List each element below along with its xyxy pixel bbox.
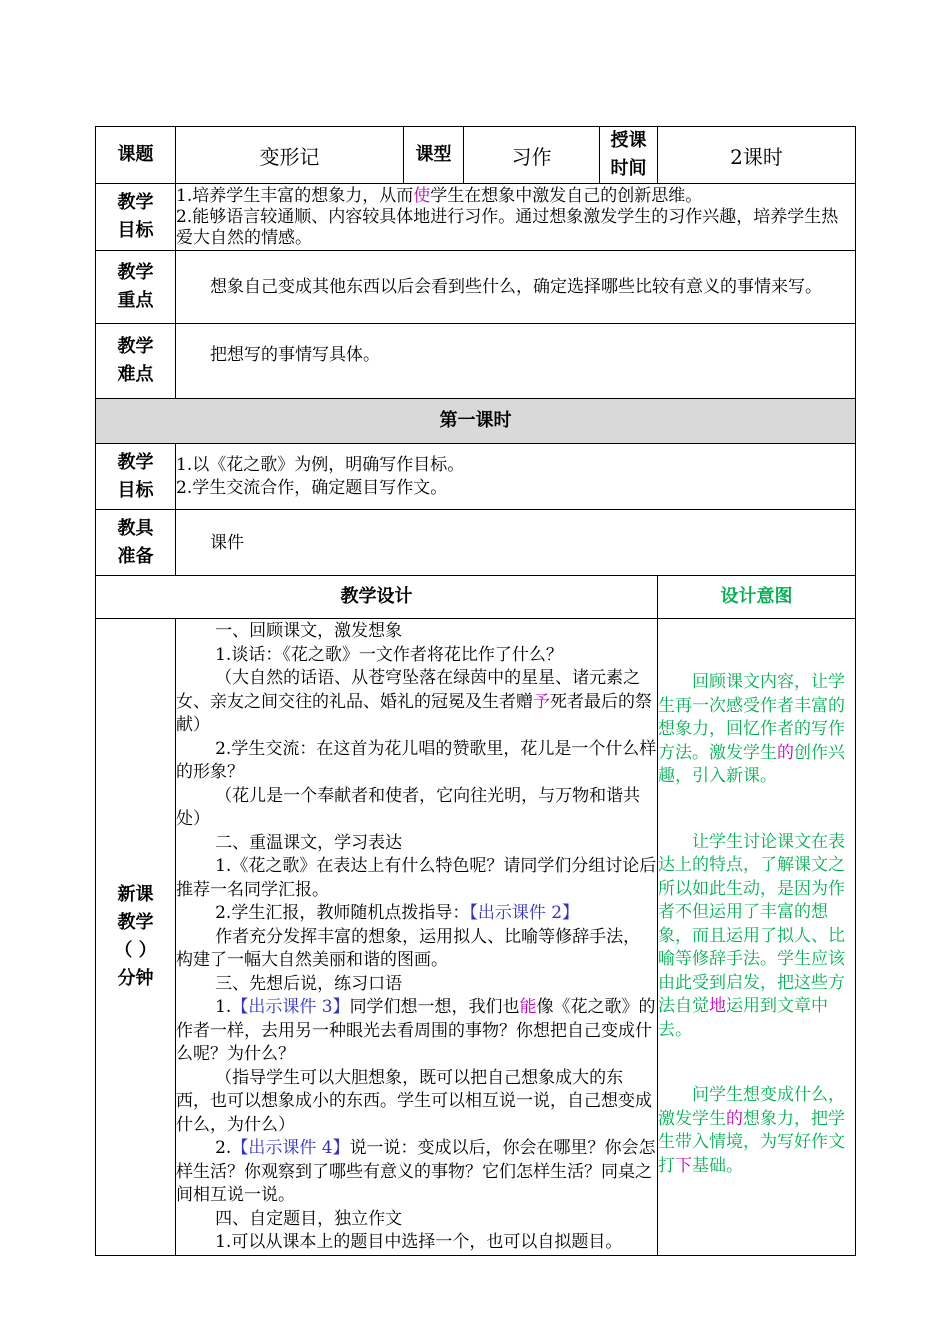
lesson1-goals-text — [176, 444, 856, 510]
goals-label-line2: 目标 — [117, 220, 154, 241]
section-label-line4: 分钟 — [117, 967, 154, 989]
lesson-p13b: 说一说：变成以后，你会在哪里？你会怎样生活？你观察到了哪些有意义的事物？它们怎样生活？同桌之间相互说一说。 — [176, 1138, 656, 1205]
lesson-p08a: 2.学生汇报，教师随机点拨指导： — [215, 903, 470, 923]
goals-label-line1: 教学 — [117, 192, 154, 213]
design-header: 教学设计 — [96, 576, 658, 619]
intent-content — [658, 619, 856, 1256]
intent-3b: 想象力，把学生带入情境，为写好作文打 — [658, 1108, 845, 1176]
header-row — [96, 127, 856, 184]
difficulty-row — [96, 324, 856, 399]
tools-label-line2: 准备 — [117, 545, 154, 567]
lesson-p10: 三、先想后说，练习口语 — [215, 973, 403, 994]
key-points-text: 想象自己变成其他东西以后会看到些什么，确定选择哪些比较有意义的事情来写。 — [176, 251, 856, 324]
intent-2 — [658, 831, 855, 1043]
lesson1-heading-row — [96, 399, 856, 444]
lesson1-goal-1: 1.以《花之歌》为例，明确写作目标。 — [176, 454, 465, 475]
lesson-p06: 二、重温课文，学习表达 — [215, 832, 403, 853]
lesson-p12: （指导学生可以大胆想象，既可以把自己想象成大的东西，也可以想象成小的东西。学生可以相互说一说，自己想变成什么，为什么） — [176, 1067, 652, 1135]
title-value: 变形记 — [176, 127, 404, 184]
lesson-p13 — [176, 1137, 657, 1208]
goal-1b: 学生在想象中激发自己的创新思维。 — [430, 185, 703, 206]
key-points-label-line1: 教学 — [117, 262, 154, 283]
title-label: 课题 — [96, 127, 176, 184]
courseware-4-link: 【出示课件 4】 — [231, 1138, 350, 1158]
key-points-label-line2: 重点 — [117, 290, 154, 311]
intent-1b: 创作兴趣，引入新课。 — [658, 742, 845, 786]
lesson1-goals-row — [96, 444, 856, 510]
lesson1-goal-2: 2.学生交流合作，确定题目写作文。 — [176, 477, 448, 498]
difficulty-label-line2: 难点 — [117, 364, 154, 385]
intent-2b: 运用到文章中去。 — [658, 996, 828, 1040]
teaching-row — [96, 619, 856, 1256]
lesson-p01: 一、回顾课文，激发想象 — [215, 621, 403, 641]
section-label-line1: 新课 — [117, 883, 154, 905]
section-label — [96, 619, 176, 1256]
lesson1-goals-label-line1: 教学 — [117, 451, 154, 473]
intent-header: 设计意图 — [658, 576, 856, 619]
type-value: 习作 — [464, 127, 600, 184]
design-header-row — [96, 576, 856, 619]
lesson-p09: 作者充分发挥丰富的想象，运用拟人、比喻等修辞手法，构建了一幅大自然美丽和谐的图画。 — [176, 926, 641, 970]
intent-1-highlight: 的 — [777, 742, 794, 763]
section-label-line2: 教学 — [117, 911, 154, 933]
intent-1a: 回顾课文内容，让学生再一次感受作者丰富的想象力，回忆作者的写作方法。激发学生 — [658, 672, 845, 763]
goal-1-highlight: 使 — [413, 185, 431, 206]
goals-text — [176, 184, 856, 251]
lesson-p11-highlight: 能 — [519, 997, 537, 1017]
section-label-line3: （ ） — [114, 939, 157, 961]
intent-3-highlight: 的 — [726, 1108, 743, 1129]
lesson-p03 — [176, 667, 657, 738]
lesson-p02: 1.谈话：《花之歌》一文作者将花比作了什么？ — [215, 644, 563, 665]
time-label-line1: 授课 — [610, 130, 647, 151]
lesson1-goals-label-line2: 目标 — [117, 479, 154, 501]
intent-1 — [658, 671, 855, 789]
tools-row — [96, 510, 856, 576]
type-label: 课型 — [404, 127, 464, 184]
goals-row — [96, 184, 856, 251]
tools-label — [96, 510, 176, 576]
lesson-p03a: （大自然的话语、从苍穹坠落在绿茵中的星星、诸元素之女、亲友之间交往的礼品、婚礼的冠冕及生者赠 — [176, 668, 641, 712]
goal-line-1 — [176, 186, 855, 207]
lesson-content — [176, 619, 658, 1256]
key-points-label — [96, 251, 176, 324]
lesson-p15: 1.可以从课本上的题目中选择一个，也可以自拟题目。 — [215, 1232, 623, 1252]
time-label — [600, 127, 658, 184]
lesson-p11 — [176, 996, 657, 1067]
lesson-p08 — [176, 902, 657, 926]
intent-3 — [658, 1084, 855, 1178]
goal-line-2: 2.能够语言较通顺、内容较具体地进行习作。通过想象激发学生的习作兴趣，培养学生热爱大自然的情感。 — [176, 206, 839, 248]
lesson-p11a: 1. — [215, 997, 232, 1017]
lesson-p03b: 死者最后的祭献） — [176, 691, 652, 735]
time-label-line2: 时间 — [610, 158, 647, 179]
courseware-2-link: 【出示课件 2】 — [469, 903, 580, 923]
lesson-p03-highlight: 予 — [533, 691, 550, 712]
difficulty-label — [96, 324, 176, 399]
lesson-p05: （花儿是一个奉献者和使者，它向往光明，与万物和谐共处） — [176, 785, 641, 829]
lesson1-goals-label — [96, 444, 176, 510]
lesson-p11b: 同学们想一想，我们也 — [349, 997, 520, 1017]
tools-label-line1: 教具 — [117, 517, 154, 539]
lesson1-title: 第一课时 — [96, 399, 856, 444]
difficulty-label-line1: 教学 — [117, 336, 154, 357]
lesson-plan-table — [95, 126, 856, 1256]
time-value: 2课时 — [658, 127, 856, 184]
intent-3a: 问学生想变成什么，激发学生 — [658, 1085, 845, 1129]
tools-text: 课件 — [176, 510, 856, 576]
goals-label — [96, 184, 176, 251]
lesson-p07: 1.《花之歌》在表达上有什么特色呢？请同学们分组讨论后推荐一名同学汇报。 — [176, 856, 657, 900]
key-points-row — [96, 251, 856, 324]
lesson-p04: 2.学生交流：在这首为花儿唱的赞歌里，花儿是一个什么样的形象？ — [176, 738, 657, 782]
intent-2a: 让学生讨论课文在表达上的特点，了解课文之所以如此生动，是因为作者不但运用了丰富的想象，而且运用了拟人、比喻等修辞手法。学生应该由此受到启发，把这些方法自觉 — [658, 831, 845, 1016]
intent-3c: 基础。 — [692, 1155, 743, 1176]
intent-3-highlight-2: 下 — [675, 1155, 692, 1176]
lesson-p11c: 像《花之歌》的作者一样，去用另一种眼光去看周围的事物？你想把自己变成什么呢？为什么？ — [176, 997, 656, 1064]
courseware-3-link: 【出示课件 3】 — [231, 997, 350, 1017]
lesson-p13a: 2. — [215, 1138, 232, 1158]
difficulty-text: 把想写的事情写具体。 — [176, 324, 856, 399]
intent-2-highlight: 地 — [709, 996, 726, 1016]
lesson-p14: 四、自定题目，独立作文 — [215, 1208, 403, 1229]
goal-1a: 1.培养学生丰富的想象力，从而 — [176, 185, 414, 206]
